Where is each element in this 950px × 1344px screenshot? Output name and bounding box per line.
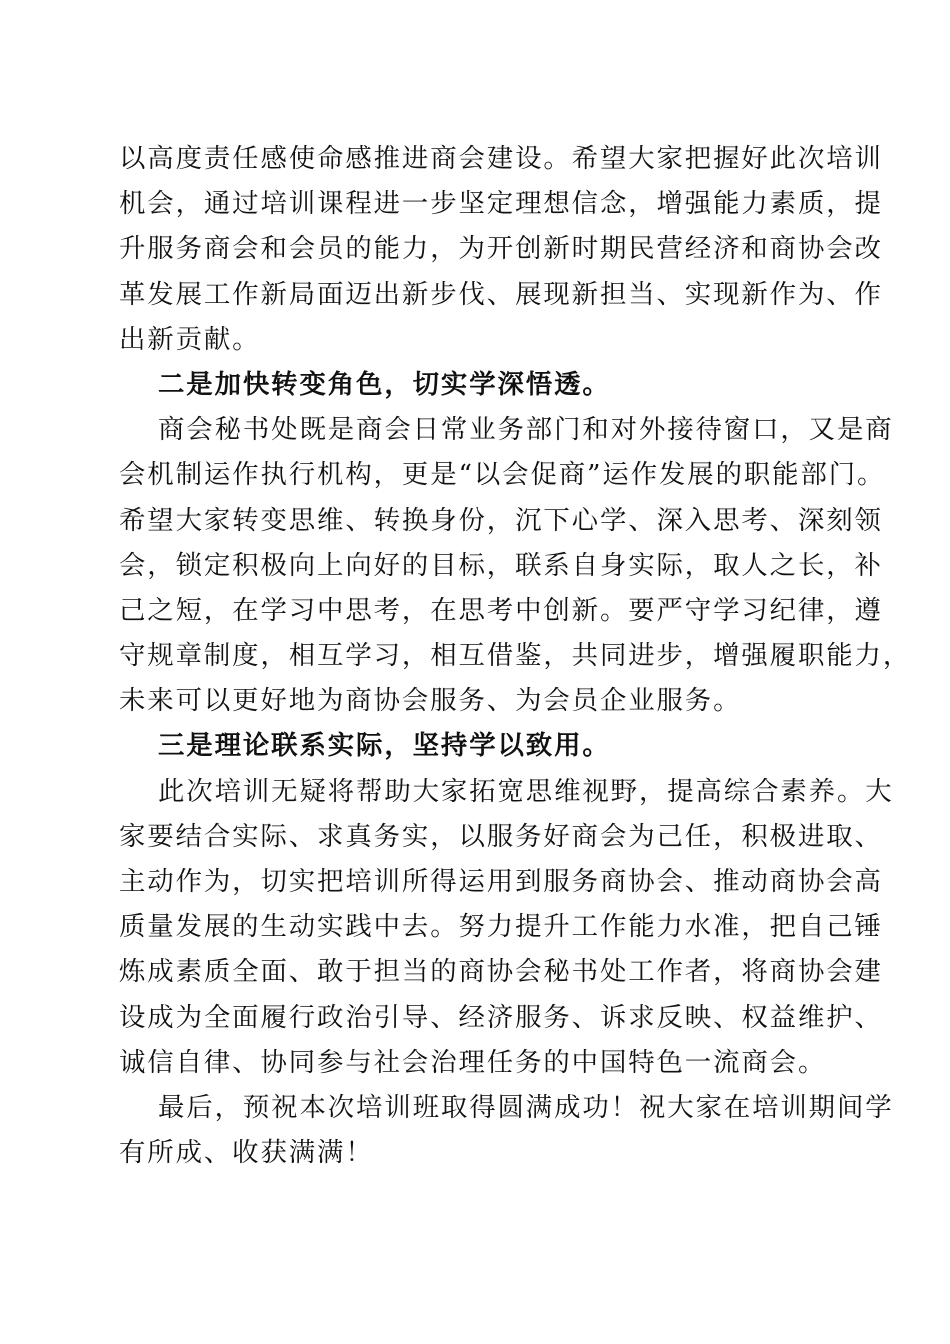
paragraph-line: 未来可以更好地为商协会服务、为会员企业服务。: [119, 685, 742, 717]
paragraph-line: 设成为全面履行政治引导、经济服务、诉求反映、权益维护、: [119, 1001, 883, 1033]
paragraph-line: 主动作为，切实把培训所得运用到服务商协会、推动商协会高: [119, 866, 883, 897]
paragraph-line: 质量发展的生动实践中去。努力提升工作能力水准，把自己锤: [119, 911, 883, 943]
paragraph-line: 守规章制度，相互学习，相互借鉴，共同进步，增强履职能力，: [119, 640, 912, 672]
paragraph-line: 机会，通过培训课程进一步坚定理想信念，增强能力素质，提: [119, 188, 883, 220]
paragraph-line: 希望大家转变思维、转换身份，沉下心学、深入思考、深刻领: [119, 504, 883, 536]
paragraph-line: 以高度责任感使命感推进商会建设。希望大家把握好此次培训: [119, 143, 883, 174]
paragraph-line: 最后，预祝本次培训班取得圆满成功！祝大家在培训期间学: [158, 1091, 894, 1123]
section-heading: 二是加快转变角色，切实学深悟透。: [158, 368, 611, 400]
paragraph-line: 炼成素质全面、敢于担当的商协会秘书处工作者，将商协会建: [119, 956, 883, 988]
document-body: [119, 136, 912, 1175]
paragraph-line: 诚信自律、协同参与社会治理任务的中国特色一流商会。: [119, 1046, 827, 1078]
paragraph-line: 会机制运作执行机构，更是“以会促商”运作发展的职能部门。: [119, 459, 886, 491]
paragraph-line: 商会秘书处既是商会日常业务部门和对外接待窗口，又是商: [158, 414, 894, 446]
paragraph-line: 此次培训无疑将帮助大家拓宽思维视野，提高综合素养。大: [158, 775, 894, 807]
paragraph-line: 己之短，在学习中思考，在思考中创新。要严守学习纪律，遵: [119, 594, 883, 626]
paragraph-line: 会，锁定积极向上向好的目标，联系自身实际，取人之长，补: [119, 549, 883, 581]
paragraph-line: 有所成、收获满满！: [119, 1137, 374, 1169]
paragraph-line: 出新贡献。: [119, 323, 261, 355]
paragraph-line: 升服务商会和会员的能力，为开创新时期民营经济和商协会改: [119, 233, 883, 265]
section-heading: 三是理论联系实际，坚持学以致用。: [158, 730, 611, 762]
paragraph-line: 家要结合实际、求真务实，以服务好商会为己任，积极进取、: [119, 820, 883, 852]
paragraph-line: 革发展工作新局面迈出新步伐、展现新担当、实现新作为、作: [119, 278, 883, 310]
